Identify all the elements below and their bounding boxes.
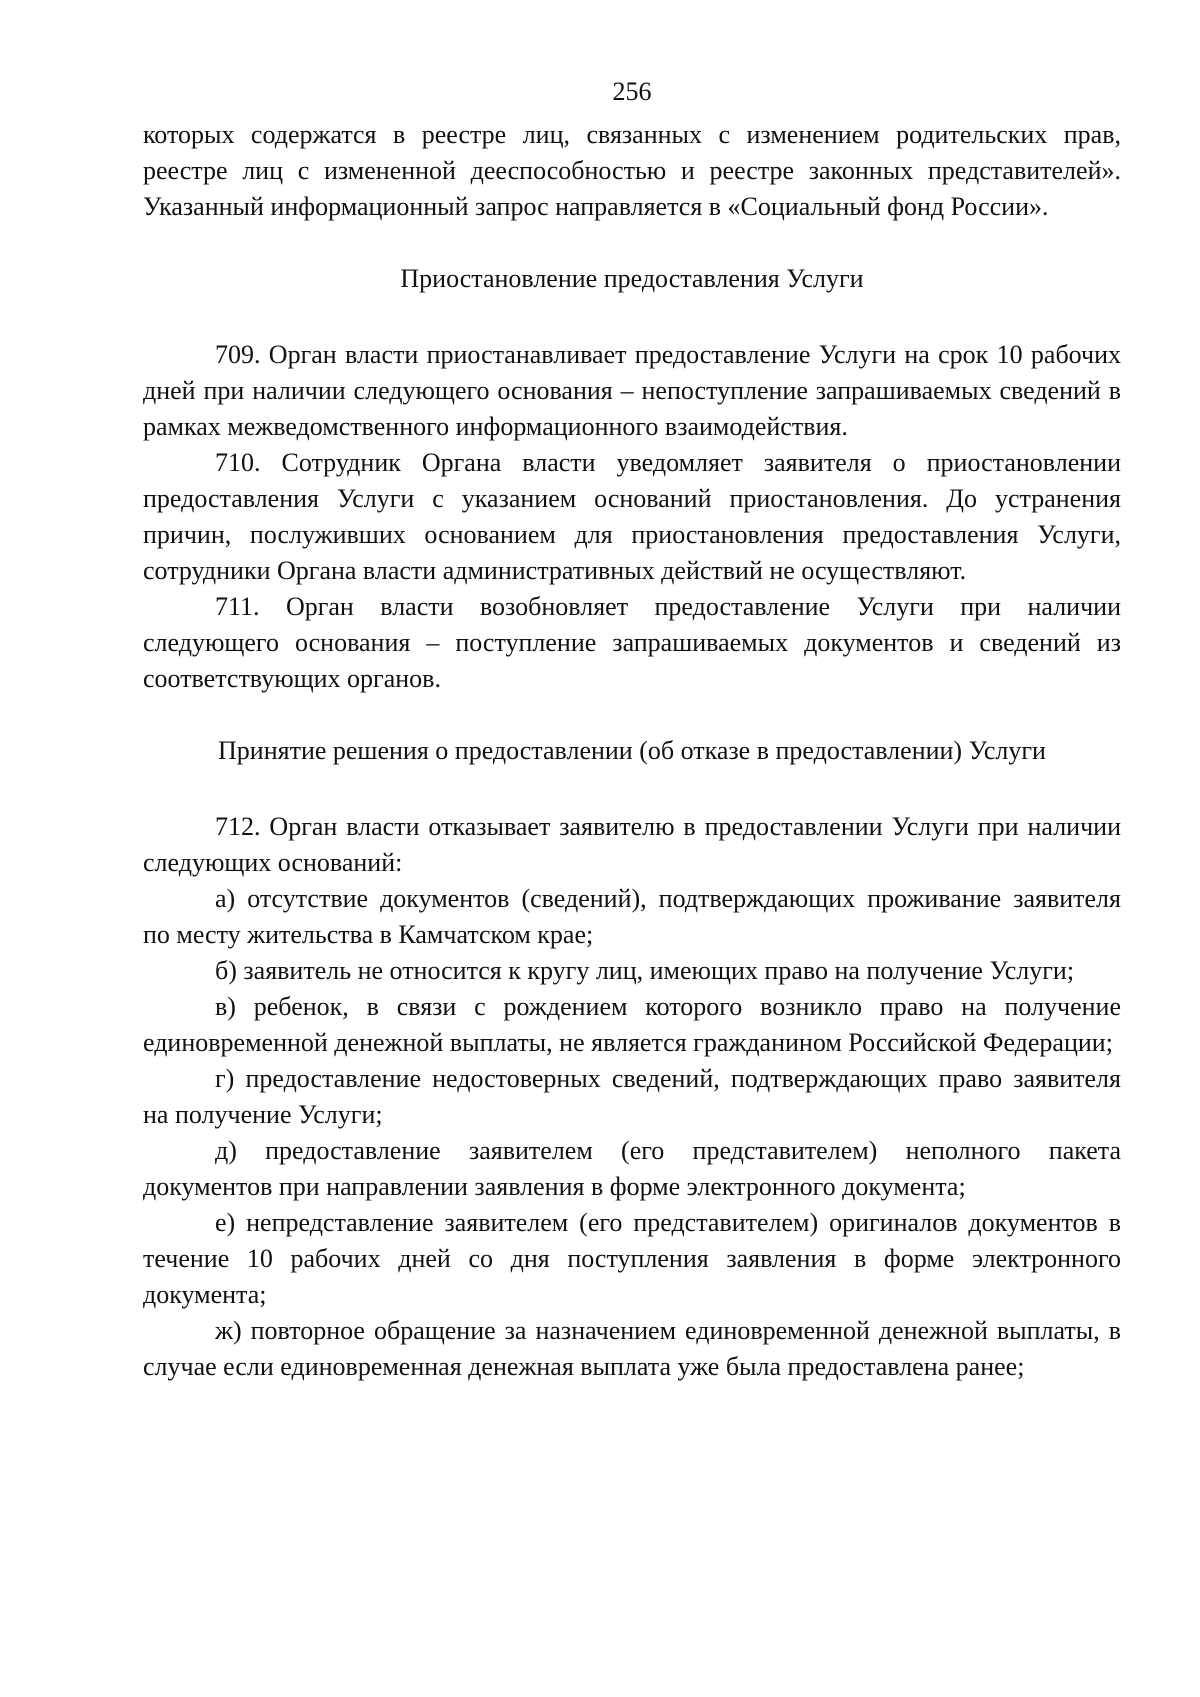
list-item-zh: ж) повторное обращение за назначением единовременной денежной выплаты, в случае если единовременная денежная выплата уже была предоставлена ранее; xyxy=(143,1316,1121,1381)
paragraph-intro: которых содержатся в реестре лиц, связанных с изменением родительских прав, реестре лиц с измененной дееспособностью и реестре законных представителей». Указанный информационный запрос направляется в «Социальный фонд России». xyxy=(143,120,1121,221)
section-heading-decision: Принятие решения о предоставлении (об отказе в предоставлении) Услуги xyxy=(218,736,1046,765)
document-page xyxy=(143,0,1121,1697)
list-item-d: д) предоставление заявителем (его представителем) неполного пакета документов при направлении заявления в форме электронного документа; xyxy=(143,1136,1121,1201)
paragraph-710: 710. Сотрудник Органа власти уведомляет заявителя о приостановлении предоставления Услуги с указанием оснований приостановления. До устранения причин, послуживших основанием для приостановления предоставления Услуги, сотрудники Органа власти административных действий не осуществляют. xyxy=(143,448,1121,585)
list-item-v: в) ребенок, в связи с рождением которого возникло право на получение единовременной денежной выплаты, не является гражданином Российской Федерации; xyxy=(143,992,1121,1057)
document-body xyxy=(143,117,1121,1385)
paragraph-711: 711. Орган власти возобновляет предоставление Услуги при наличии следующего основания – поступление запрашиваемых документов и сведений из соответствующих органов. xyxy=(143,592,1121,693)
spacer xyxy=(143,225,1121,261)
list-item-g: г) предоставление недостоверных сведений, подтверждающих право заявителя на получение Услуги; xyxy=(143,1064,1121,1129)
list-item-a: а) отсутствие документов (сведений), подтверждающих проживание заявителя по месту жительства в Камчатском крае; xyxy=(143,884,1121,949)
paragraph-712: 712. Орган власти отказывает заявителю в предоставлении Услуги при наличии следующих оснований: xyxy=(143,812,1121,877)
spacer xyxy=(143,769,1121,809)
spacer xyxy=(143,697,1121,733)
paragraph-709: 709. Орган власти приостанавливает предоставление Услуги на срок 10 рабочих дней при наличии следующего основания – непоступление запрашиваемых сведений в рамках межведомственного информационного взаимодействия. xyxy=(143,340,1121,441)
list-item-b: б) заявитель не относится к кругу лиц, имеющих право на получение Услуги; xyxy=(215,956,1075,985)
page-number: 256 xyxy=(612,77,652,106)
list-item-e: е) непредставление заявителем (его представителем) оригиналов документов в течение 10 рабочих дней со дня поступления заявления в форме электронного документа; xyxy=(143,1208,1121,1309)
spacer xyxy=(143,297,1121,337)
section-heading-suspension: Приостановление предоставления Услуги xyxy=(400,264,864,293)
